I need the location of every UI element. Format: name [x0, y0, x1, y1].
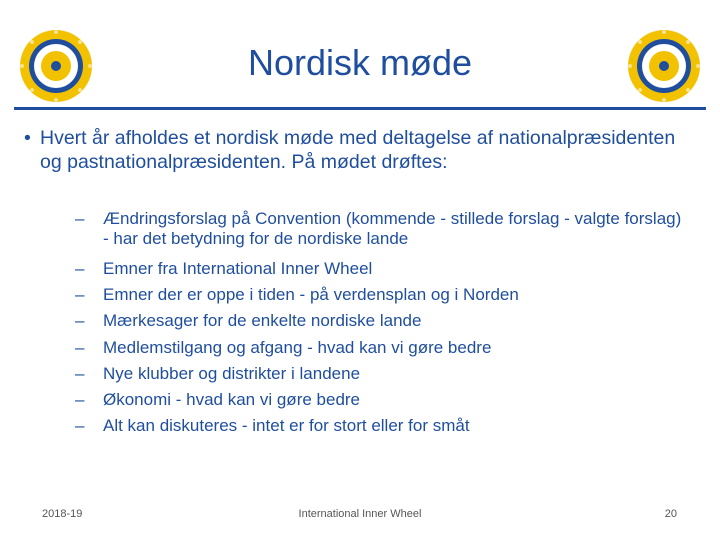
dash-marker: –: [75, 390, 85, 410]
list-item: [75, 361, 683, 387]
list-item: [75, 209, 683, 249]
footer-date: 2018-19: [42, 508, 83, 520]
main-bullet: [24, 126, 680, 174]
footer-organization: International Inner Wheel: [298, 508, 422, 520]
list-item-text: Ændringsforslag på Convention (kommende - stillede forslag - valgte forslag) - har det betydning for de nordiske lande: [103, 209, 682, 248]
dash-marker: –: [75, 311, 85, 331]
sub-bullet-list: [75, 209, 683, 439]
dash-marker: –: [75, 337, 85, 357]
page-number: 20: [664, 508, 677, 520]
list-item: [75, 282, 683, 308]
list-item: [75, 387, 683, 413]
list-item-text: Medlemstilgang og afgang - hvad kan vi gøre bedre: [103, 337, 492, 357]
list-item: [75, 256, 683, 282]
title-divider: [14, 107, 706, 110]
dash-marker: –: [75, 209, 85, 228]
dash-marker: –: [75, 416, 85, 436]
list-item-text: Nye klubber og distrikter i landene: [103, 363, 361, 383]
list-item-text: Emner fra International Inner Wheel: [103, 259, 373, 278]
list-item-text: Emner der er oppe i tiden - på verdensplan og i Norden: [103, 285, 519, 305]
main-bullet-text: Hvert år afholdes et nordisk møde med deltagelse af nationalpræsidenten og pastnationalpræsidenten. På mødet drøftes:: [40, 127, 676, 173]
list-item: [75, 308, 683, 334]
list-item-text: Mærkesager for de enkelte nordiske lande: [103, 311, 422, 331]
bullet-marker: •: [24, 127, 31, 149]
dash-marker: –: [75, 363, 85, 383]
list-item: [75, 413, 683, 439]
slide-title: Nordisk møde: [247, 42, 473, 83]
list-item-text: Alt kan diskuteres - intet er for stort eller for småt: [103, 416, 470, 436]
list-item: [75, 335, 683, 361]
dash-marker: –: [75, 259, 85, 278]
dash-marker: –: [75, 285, 85, 305]
list-item-text: Økonomi - hvad kan vi gøre bedre: [103, 390, 361, 410]
